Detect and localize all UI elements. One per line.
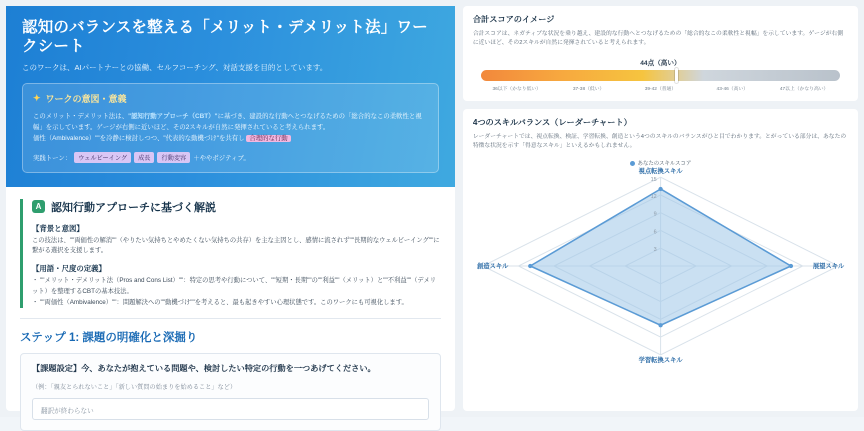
step-question: 【課題設定】今、あなたが抱えている問題や、検討したい特定の行動を一つあげてください。 xyxy=(32,364,376,374)
svg-text:15: 15 xyxy=(650,177,657,184)
page-subtitle: このワークは、AIパートナーとの協働、セルフコーチング、対話支援を目的としています。 xyxy=(22,62,328,72)
intent-card-title-text: ワークの意図・意義 xyxy=(45,94,127,104)
score-card-title: 合計スコアのイメージ xyxy=(472,15,555,24)
step-box xyxy=(20,353,441,430)
intent-footer-tail: ＋ややポジティブ。 xyxy=(193,154,250,162)
analysis-column xyxy=(463,6,858,411)
page-title: 認知のバランスを整える「メリット・デメリット法」ワークシート xyxy=(22,19,428,56)
svg-text:展望スキル: 展望スキル xyxy=(812,263,845,271)
terms-list xyxy=(32,276,441,308)
legend-label: あなたのスキルスコア xyxy=(637,161,692,168)
answer-input[interactable]: 翻訳が終わらない xyxy=(32,398,429,420)
book-icon: A xyxy=(32,200,45,213)
list-item: ・ ""メリット・デメリット法（Pros and Cons List）""：特定の思考や行動について、""短期・長期""の""利益""（メリット）と""不利益""（デメリット）を整理するCBTの基本技法。 xyxy=(32,277,437,295)
svg-text:9: 9 xyxy=(653,211,657,218)
intent-card-footer xyxy=(33,152,428,163)
explanation-title: 認知行動アプローチに基づく解説 xyxy=(51,201,216,214)
intent-line2-chip: 合理的な行動 xyxy=(246,135,290,142)
section-divider xyxy=(20,318,441,319)
intent-line2-a: 価性（Ambivalence）""を冷静に検討しつつ、"代表的な動機づけ"を共有し xyxy=(33,135,245,143)
step-title: ステップ 1: 課題の明確化と深掘り xyxy=(20,332,198,345)
hero-header xyxy=(6,6,455,187)
explanation-header xyxy=(32,199,441,215)
terms-title: 【用語・尺度の定義】 xyxy=(32,264,106,274)
intent-line1-b: に基づき、建設的な行動へとつなげるための「総合的なこの柔軟性と視幅」を示しています。ゲージが右側に近いほど、その2スキルが自然に発揮されていると考えられます。 xyxy=(33,113,422,132)
background-text: この技法は、""両価性の解消""（やりたい気持ちとやめたくない気持ちの共存）を主な主因とし、感情に流されず""長期的なウェルビーイング""に繋がる選択を支援します。 xyxy=(32,236,440,254)
score-card xyxy=(463,6,858,101)
score-card-description: 合計スコアは、ネガティブな状況を乗り越え、建設的な行動へとつなげるための「総合的なこの柔軟性と視幅」を示しています。ゲージが右側に近いほど、その2スキルが自然に発揮されていると考えられます。 xyxy=(472,31,844,47)
tone-chip-1: 成長 xyxy=(134,152,154,163)
worksheet-panel xyxy=(6,6,455,415)
gauge-bar xyxy=(481,70,840,81)
radar-card-title: 4つのスキルバランス（レーダーチャート） xyxy=(472,117,632,127)
radar-series-polygon xyxy=(530,189,791,325)
svg-text:12: 12 xyxy=(650,193,657,200)
radar-svg xyxy=(473,168,848,364)
gauge-tick-3: 43-46（高い） xyxy=(716,86,748,92)
background-title: 【背景と意図】 xyxy=(32,223,84,233)
radar-chart xyxy=(473,168,848,364)
score-value-label: 44点（高い） xyxy=(640,59,681,67)
intent-line1-highlight: "認知行動アプローチ（CBT）" xyxy=(128,113,218,120)
intent-card-body xyxy=(33,111,428,145)
explanation-block-terms xyxy=(32,263,441,308)
svg-text:3: 3 xyxy=(653,247,657,254)
legend-color-swatch xyxy=(630,161,635,166)
radar-card xyxy=(463,109,858,411)
tone-chip-0: ウェルビーイング xyxy=(74,152,131,163)
intent-line1-a: このメリット・デメリット法は、 xyxy=(33,113,129,120)
gauge-marker xyxy=(675,68,678,83)
radar-card-description: レーダーチャートでは、視点転換、検証、学習転換、創造という4つのスキルのバランスがひと目でわかります。とがっている部分は、あなたの特徴な状況を示す「得意なスキル」といえるかもしれません。 xyxy=(472,133,847,149)
step-hint: （例：「親友とられないこと」「新しい質問の始まりを始めること」など） xyxy=(32,383,237,391)
gauge-tick-4: 47以上（かなり高い） xyxy=(779,86,829,92)
radar-legend xyxy=(473,159,848,167)
svg-text:視点転換スキル: 視点転換スキル xyxy=(638,168,683,176)
gauge-ticks xyxy=(481,85,840,92)
svg-text:学習転換スキル: 学習転換スキル xyxy=(638,356,683,364)
gauge-tick-1: 37-38（低い） xyxy=(572,86,605,92)
intent-footer-label: 実践トーン： xyxy=(33,154,72,162)
explanation-block-background xyxy=(32,223,441,257)
svg-text:創造スキル: 創造スキル xyxy=(476,263,509,271)
intent-card-title xyxy=(33,92,428,105)
svg-text:6: 6 xyxy=(653,229,657,236)
gauge-tick-0: 36以下（かなり低い） xyxy=(492,86,541,92)
gauge-tick-2: 39-42（普通） xyxy=(644,86,677,92)
intent-card xyxy=(22,83,439,173)
list-item: ・ ""両価性（Ambivalence）""：問題解決への""動機づけ""を考えると、最も起きやすい心理状態です。このワークにも可視化します。 xyxy=(32,299,408,307)
score-gauge xyxy=(473,57,848,92)
tone-chip-2: 行動変容 xyxy=(157,152,190,163)
star-icon: ✦ xyxy=(33,93,41,103)
explanation-panel xyxy=(20,199,441,309)
